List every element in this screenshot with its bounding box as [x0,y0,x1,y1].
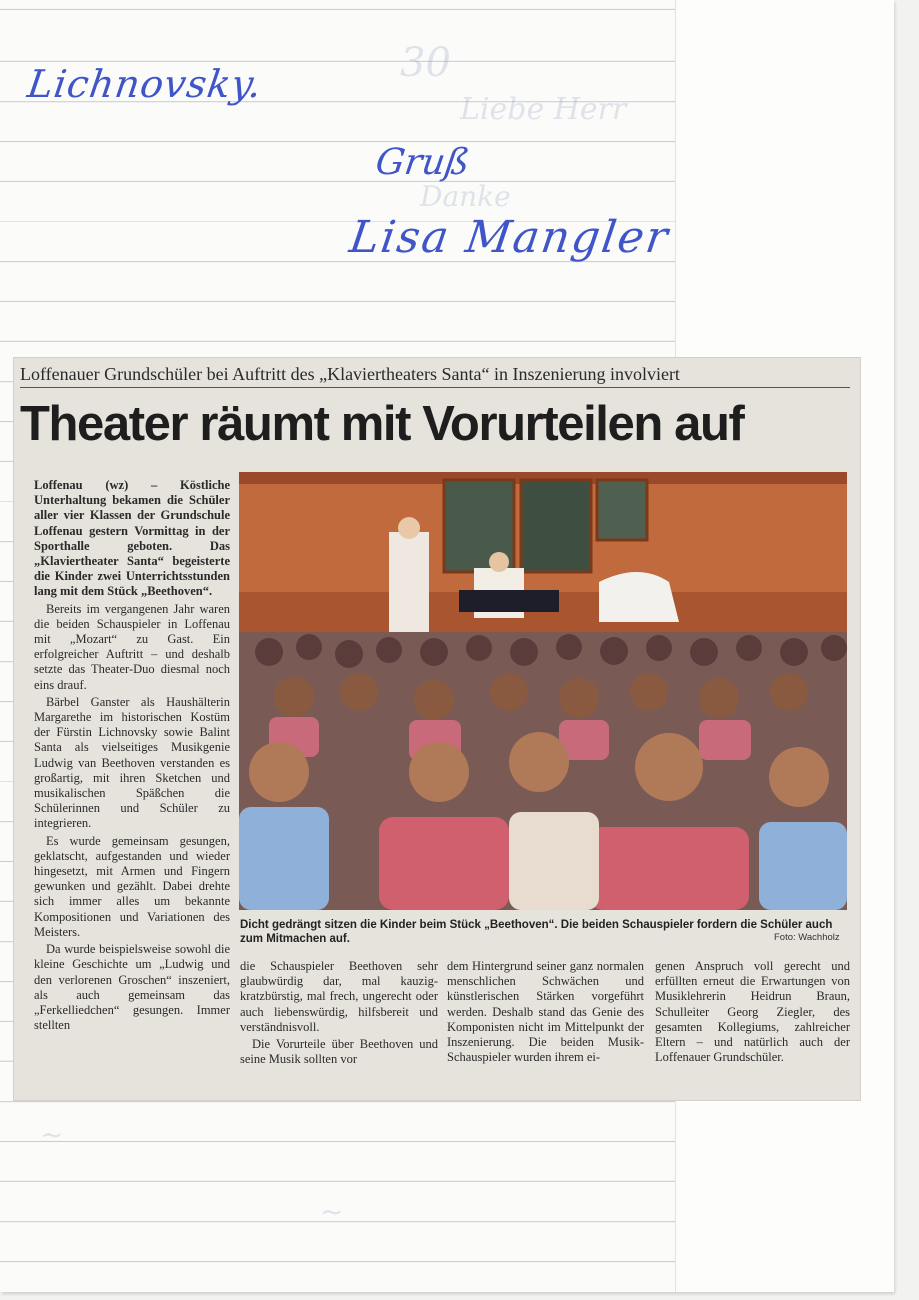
article-column-2 [240,959,438,1069]
photo-credit: Foto: Wachholz [774,932,840,943]
ghost-handwriting: 30 [400,40,451,86]
article-paragraph: die Schauspieler Beethoven sehr glaubwürdig dar, mal kauzig-kratzbürstig, mal frech, ungerecht oder auch liebenswürdig, hilfsbereit und verständnisvoll. [240,959,438,1034]
article-paragraph: Da wurde beispielsweise sowohl die kleine Geschichte um „Ludwig und den verlorenen Groschen“ inszeniert, als auch gemeinsam das „Ferkelliedchen“ gesungen. Immer stellten [34,942,230,1033]
article-photo [239,472,847,910]
article-paragraph: dem Hintergrund seiner ganz normalen menschlichen Schwächen und künstlerischen Stärken vorgeführt werden. Deshalb stand das Genie des Komponisten nicht im Mittelpunkt der Inszenierung. Die beiden Musik-Schauspieler wurden ihrem ei- [447,959,644,1065]
ghost-handwriting: ~ [320,1195,344,1228]
article-paragraph: Bereits im vergangenen Jahr waren die beiden Schauspieler in Loffenau mit „Mozart“ zu Gast. Ein erfolgreicher Auftritt – und deshalb setzte das Theater-Duo diesmal noch eins drauf. [34,601,230,692]
article-column-1 [34,478,230,1035]
article-column-4 [655,959,850,1067]
handwritten-greeting: Gruß [373,142,473,183]
article-column-3 [447,959,644,1067]
handwritten-name: Lichnovsky. [24,62,266,106]
newspaper-clipping [14,358,860,1100]
article-paragraph: Die Vorurteile über Beethoven und seine Musik sollten vor [240,1037,438,1067]
ghost-handwriting: ~ [40,1118,64,1151]
article-paragraph: Es wurde gemeinsam gesungen, geklatscht, aufgestanden und wieder hingesetzt, mit Armen und Fingern gewunken und gezählt. Dabei drehte sich immer alles um bekannte Kompositionen und Variationen des Meisters. [34,833,230,939]
photo-caption: Dicht gedrängt sitzen die Kinder beim Stück „Beethoven“. Die beiden Schauspieler fordern die Schüler auch zum Mitmachen auf. [240,919,833,945]
article-headline: Theater räumt mit Vorurteilen auf [20,397,744,451]
ghost-handwriting: Danke [420,180,511,213]
ghost-handwriting: Liebe Herr [460,92,627,127]
article-paragraph: genen Anspruch voll gerecht und erfüllten erneut die Erwartungen von Musiklehrerin Heidrun Braun, Schulleiter Georg Ziegler, des gesamten Kollegiums, zahlreicher Eltern – und natürlich auch der Loffenauer Grundschüler. [655,959,850,1065]
handwritten-signature: Lisa Mangler [346,212,673,263]
photo-illustration [239,472,847,910]
article-paragraph: Bärbel Ganster als Haushälterin Margarethe im historischen Kostüm der Fürstin Lichnovsky sowie Balint Santa als vielseitiges Musikgenie Ludwig van Beethoven verstanden es großartig, mit ihren Sketchen und musikalischen Späßchen die Schülerinnen und Schüler zu integrieren. [34,694,230,831]
article-lead: Loffenau (wz) – Köstliche Unterhaltung bekamen die Schüler aller vier Klassen der Grundschule Loffenau gestern Vormittag in der Sporthalle geboten. Das „Klaviertheater Santa“ begeisterte die Kinder zwei Unterrichtsstunden lang mit dem Stück „Beethoven“. [34,478,230,599]
article-kicker: Loffenauer Grundschüler bei Auftritt des „Klaviertheaters Santa“ in Inszenierung involviert [20,364,850,388]
